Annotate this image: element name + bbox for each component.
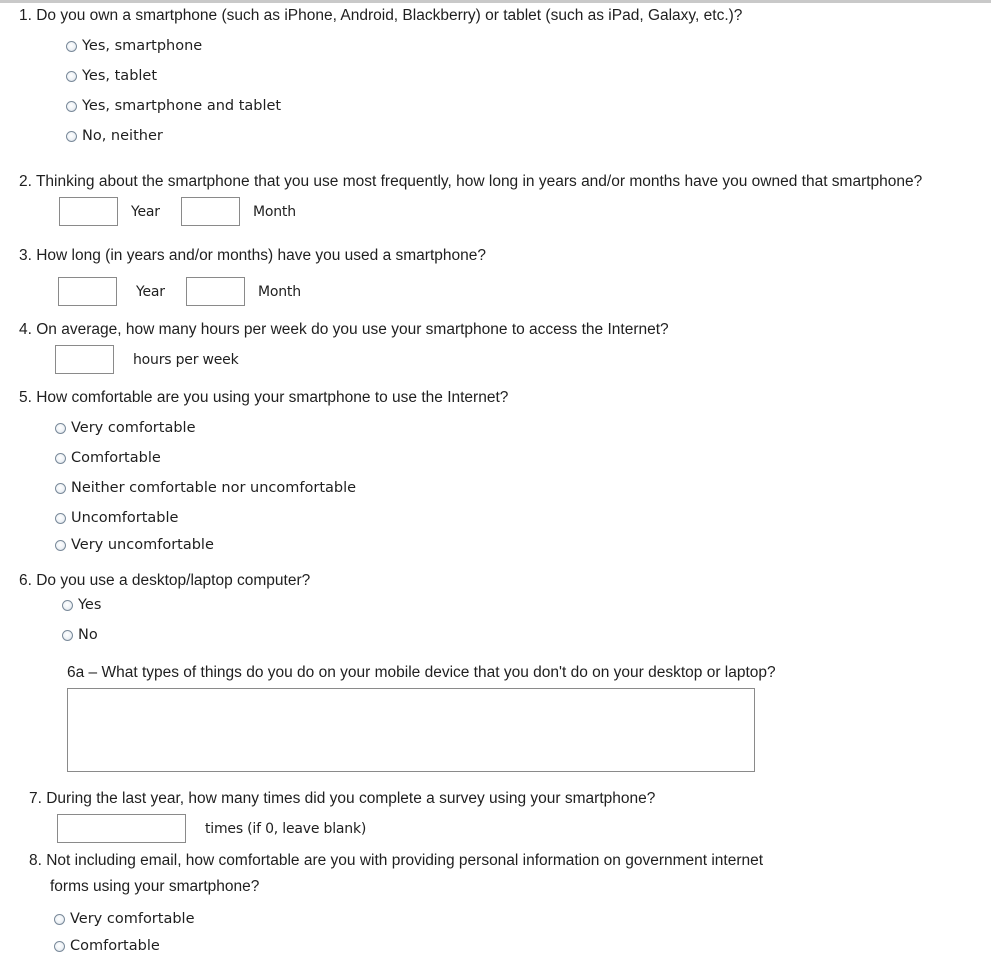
radio-button-icon[interactable] bbox=[62, 630, 73, 641]
option-label: No, neither bbox=[82, 128, 163, 144]
q1-option-smartphone[interactable] bbox=[66, 38, 202, 54]
radio-button-icon[interactable] bbox=[66, 41, 77, 52]
q2-month-label: Month bbox=[253, 204, 296, 220]
radio-button-icon[interactable] bbox=[55, 540, 66, 551]
q2-year-label: Year bbox=[131, 204, 160, 220]
q7-times-label: times (if 0, leave blank) bbox=[205, 821, 367, 837]
top-border bbox=[0, 0, 991, 3]
option-label: Uncomfortable bbox=[71, 510, 179, 526]
radio-button-icon[interactable] bbox=[66, 101, 77, 112]
question-4-text: 4. On average, how many hours per week do you use your smartphone to access the Internet? bbox=[19, 321, 669, 338]
option-label: Yes bbox=[78, 597, 102, 613]
q8-option-very-comfortable[interactable] bbox=[54, 911, 195, 927]
option-label: No bbox=[78, 627, 98, 643]
q2-year-input[interactable] bbox=[59, 197, 118, 226]
radio-button-icon[interactable] bbox=[54, 941, 65, 952]
option-label: Yes, tablet bbox=[82, 68, 158, 84]
q3-year-label: Year bbox=[136, 284, 165, 300]
radio-button-icon[interactable] bbox=[55, 483, 66, 494]
q5-option-very-uncomfortable[interactable] bbox=[55, 537, 214, 553]
q1-option-neither[interactable] bbox=[66, 128, 163, 144]
option-label: Neither comfortable nor uncomfortable bbox=[71, 480, 357, 496]
question-5-text: 5. How comfortable are you using your smartphone to use the Internet? bbox=[19, 389, 509, 406]
radio-button-icon[interactable] bbox=[66, 131, 77, 142]
radio-button-icon[interactable] bbox=[55, 423, 66, 434]
q4-hours-label: hours per week bbox=[133, 352, 239, 368]
q4-hours-input[interactable] bbox=[55, 345, 114, 374]
radio-button-icon[interactable] bbox=[66, 71, 77, 82]
q6-option-yes[interactable] bbox=[62, 597, 101, 613]
radio-button-icon[interactable] bbox=[54, 914, 65, 925]
question-2-text: 2. Thinking about the smartphone that you use most frequently, how long in years and/or months have you owned that smartphone? bbox=[19, 173, 923, 190]
q1-option-tablet[interactable] bbox=[66, 68, 157, 84]
radio-button-icon[interactable] bbox=[55, 453, 66, 464]
q5-option-comfortable[interactable] bbox=[55, 450, 161, 466]
q6a-textarea[interactable] bbox=[67, 688, 755, 772]
q3-month-label: Month bbox=[258, 284, 301, 300]
question-1-text: 1. Do you own a smartphone (such as iPhone, Android, Blackberry) or tablet (such as iPad, Galaxy, etc.)? bbox=[19, 7, 743, 24]
question-7-text: 7. During the last year, how many times did you complete a survey using your smartphone? bbox=[29, 790, 656, 807]
q2-month-input[interactable] bbox=[181, 197, 240, 226]
q7-times-input[interactable] bbox=[57, 814, 186, 843]
q5-option-uncomfortable[interactable] bbox=[55, 510, 178, 526]
q6-option-no[interactable] bbox=[62, 627, 98, 643]
option-label: Comfortable bbox=[70, 938, 160, 954]
question-6a-text: 6a – What types of things do you do on your mobile device that you don't do on your desktop or laptop? bbox=[67, 664, 776, 681]
question-8-text-continued: forms using your smartphone? bbox=[50, 878, 260, 895]
question-8-text: 8. Not including email, how comfortable are you with providing personal information on government internet bbox=[29, 852, 764, 869]
option-label: Yes, smartphone bbox=[82, 38, 203, 54]
q3-year-input[interactable] bbox=[58, 277, 117, 306]
radio-button-icon[interactable] bbox=[55, 513, 66, 524]
radio-button-icon[interactable] bbox=[62, 600, 73, 611]
option-label: Very uncomfortable bbox=[71, 537, 214, 553]
q1-option-smartphone-and-tablet[interactable] bbox=[66, 98, 281, 114]
option-label: Very comfortable bbox=[70, 911, 195, 927]
option-label: Very comfortable bbox=[71, 420, 196, 436]
option-label: Comfortable bbox=[71, 450, 161, 466]
question-3-text: 3. How long (in years and/or months) have you used a smartphone? bbox=[19, 247, 486, 264]
option-label: Yes, smartphone and tablet bbox=[82, 98, 282, 114]
question-6-text: 6. Do you use a desktop/laptop computer? bbox=[19, 572, 311, 589]
q8-option-comfortable[interactable] bbox=[54, 938, 160, 954]
q5-option-very-comfortable[interactable] bbox=[55, 420, 196, 436]
q5-option-neither[interactable] bbox=[55, 480, 356, 496]
q3-month-input[interactable] bbox=[186, 277, 245, 306]
